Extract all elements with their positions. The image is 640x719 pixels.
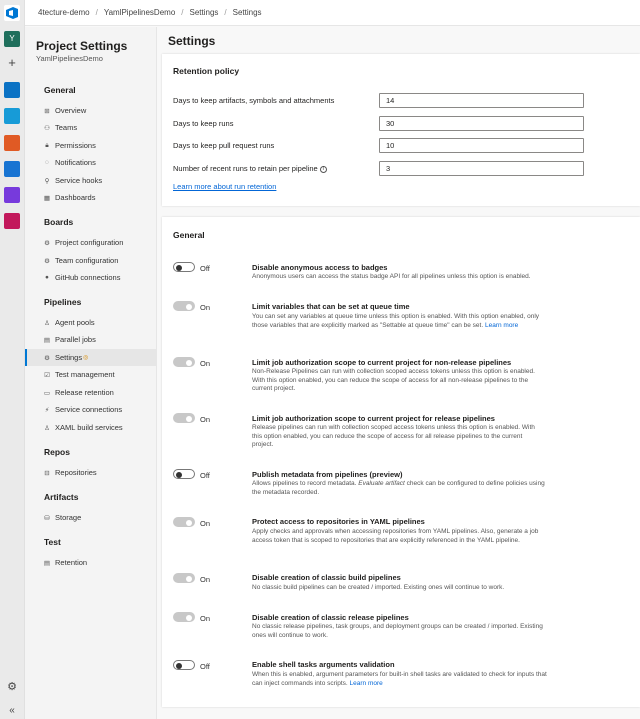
sidebar-item-label: Agent pools bbox=[55, 318, 95, 327]
toggle-state: Off bbox=[200, 662, 210, 671]
option-title: Disable creation of classic build pipelines bbox=[252, 573, 401, 582]
toggle-knob bbox=[176, 265, 182, 271]
disable-classic-release-toggle[interactable] bbox=[173, 612, 195, 622]
breadcrumb-separator: / bbox=[181, 8, 184, 17]
project-avatar[interactable]: Y bbox=[4, 31, 20, 47]
toggle-state: Off bbox=[200, 471, 210, 480]
option-title: Publish metadata from pipelines (preview) bbox=[252, 470, 403, 479]
overview-icon[interactable] bbox=[4, 82, 20, 98]
option-desc-text: Allows pipelines to record metadata. bbox=[252, 480, 357, 487]
sidebar-item-repositories[interactable] bbox=[25, 464, 156, 481]
sidebar-item-overview[interactable] bbox=[25, 102, 156, 119]
learn-more-retention-link[interactable]: Learn more about run retention bbox=[173, 182, 277, 191]
option-desc-text: check can be configured to define policies using the metadata recorded. bbox=[252, 480, 545, 496]
retention-label: Days to keep artifacts, symbols and attachments bbox=[173, 96, 335, 105]
sidebar-item-retention[interactable] bbox=[25, 554, 156, 571]
sidebar-item-label: Team configuration bbox=[55, 256, 119, 265]
shell-args-validation-toggle[interactable] bbox=[173, 660, 195, 670]
chat-icon: ◌ bbox=[45, 159, 49, 166]
sidebar-item-label: Permissions bbox=[55, 141, 96, 150]
job-scope-nonrelease-toggle[interactable] bbox=[173, 357, 195, 367]
disable-classic-build-toggle[interactable] bbox=[173, 573, 195, 583]
recent-runs-input[interactable] bbox=[379, 161, 584, 176]
toggle-knob bbox=[186, 615, 192, 621]
sidebar-item-settings[interactable] bbox=[25, 349, 156, 366]
sidebar-item-dashboards[interactable] bbox=[25, 189, 156, 206]
section-artifacts: Artifacts bbox=[44, 492, 79, 502]
sidebar-item-label: Service connections bbox=[55, 405, 123, 414]
sidebar-subtitle: YamlPipelinesDemo bbox=[36, 54, 103, 63]
sidebar-item-label: Settings bbox=[55, 353, 83, 362]
artifacts-icon[interactable] bbox=[4, 213, 20, 229]
retention-icon: ▤ bbox=[43, 559, 51, 567]
toggle-state: On bbox=[200, 614, 211, 623]
info-icon[interactable]: i bbox=[320, 166, 327, 173]
preview-badge-icon: ◎ bbox=[83, 355, 89, 361]
option-title: Protect access to repositories in YAML pipelines bbox=[252, 517, 425, 526]
sidebar-item-label: Repositories bbox=[55, 468, 97, 477]
toggle-state: On bbox=[200, 519, 211, 528]
build-icon: ♙ bbox=[44, 424, 50, 432]
config-icon: ⚙ bbox=[44, 239, 50, 247]
breadcrumb bbox=[25, 0, 640, 26]
sidebar-item-storage[interactable] bbox=[25, 509, 156, 526]
general-heading: General bbox=[173, 230, 205, 240]
section-test: Test bbox=[44, 537, 61, 547]
overview-icon: ⊞ bbox=[44, 107, 50, 115]
artifacts-days-input[interactable] bbox=[379, 93, 584, 108]
option-desc: Apply checks and approvals when accessing repositories from YAML pipelines. Also, generate a job access token that is scoped to repositories that are explicitly referenced in the YAML pipeline. bbox=[252, 528, 539, 544]
option-desc-emphasis: Evaluate artifact bbox=[358, 480, 405, 487]
settings-sidebar bbox=[25, 27, 157, 719]
option-title: Limit variables that can be set at queue time bbox=[252, 302, 410, 311]
sidebar-item-test-management[interactable] bbox=[25, 366, 156, 383]
protect-repos-toggle[interactable] bbox=[173, 517, 195, 527]
toggle-state: On bbox=[200, 359, 211, 368]
boards-icon[interactable] bbox=[4, 108, 20, 124]
retention-icon: ▭ bbox=[43, 389, 51, 397]
team-config-icon: ⚙ bbox=[44, 257, 50, 265]
toggle-state: Off bbox=[200, 264, 210, 273]
project-settings-icon[interactable]: ⚙ bbox=[7, 681, 17, 693]
sidebar-item-notifications[interactable] bbox=[25, 154, 156, 171]
pr-runs-days-input[interactable] bbox=[379, 138, 584, 153]
sidebar-item-agent-pools[interactable] bbox=[25, 314, 156, 331]
retention-label-text: Number of recent runs to retain per pipeline bbox=[173, 164, 318, 173]
sidebar-item-label: Project configuration bbox=[55, 238, 124, 247]
sidebar-item-label: Overview bbox=[55, 106, 87, 115]
test-plans-icon[interactable] bbox=[4, 187, 20, 203]
option-desc: No classic build pipelines can be created / imported. Existing ones will continue to work. bbox=[252, 584, 505, 591]
option-title: Disable creation of classic release pipelines bbox=[252, 613, 409, 622]
option-title: Disable anonymous access to badges bbox=[252, 263, 388, 272]
option-desc bbox=[252, 671, 547, 688]
breadcrumb-settings[interactable]: Settings bbox=[189, 8, 219, 17]
sidebar-item-label: Notifications bbox=[55, 158, 96, 167]
toggle-knob bbox=[186, 360, 192, 366]
toggle-state: On bbox=[200, 303, 211, 312]
sidebar-item-label: Parallel jobs bbox=[55, 335, 96, 344]
toggle-state: On bbox=[200, 575, 211, 584]
option-title: Limit job authorization scope to current project for release pipelines bbox=[252, 414, 495, 423]
sidebar-item-permissions[interactable] bbox=[25, 137, 156, 154]
anonymous-badges-toggle[interactable] bbox=[173, 262, 195, 272]
plug-icon: ⚡︎ bbox=[44, 406, 50, 414]
sidebar-title: Project Settings bbox=[36, 39, 128, 53]
dashboard-icon: ▦ bbox=[43, 194, 51, 202]
section-boards: Boards bbox=[44, 217, 74, 227]
repos-icon[interactable] bbox=[4, 135, 20, 151]
section-repos: Repos bbox=[44, 447, 70, 457]
teams-icon: ⚇ bbox=[44, 124, 50, 132]
toggle-knob bbox=[176, 663, 182, 669]
agent-icon: ♙ bbox=[44, 319, 50, 327]
sidebar-item-label: GitHub connections bbox=[55, 273, 121, 282]
sidebar-item-label: Dashboards bbox=[55, 193, 96, 202]
option-title: Enable shell tasks arguments validation bbox=[252, 660, 395, 669]
breadcrumb-project[interactable]: YamlPipelinesDemo bbox=[103, 8, 176, 17]
sidebar-item-teams[interactable] bbox=[25, 119, 156, 136]
retention-label bbox=[173, 164, 327, 173]
option-desc: Non-Release Pipelines can run with collection scoped access tokens unless this option is enabled. With this option enabled, you can reduce the scope of access for all non-release pipelines to the current project. bbox=[252, 368, 535, 392]
retention-label: Days to keep runs bbox=[173, 119, 234, 128]
sidebar-item-label: Teams bbox=[55, 123, 78, 132]
toggle-state: On bbox=[200, 415, 211, 424]
section-general: General bbox=[44, 85, 76, 95]
sidebar-item-xaml-build-services[interactable] bbox=[25, 419, 156, 436]
sidebar-item-parallel-jobs[interactable] bbox=[25, 331, 156, 348]
option-desc: Anonymous users can access the status badge API for all pipelines unless this option is enabled. bbox=[252, 273, 531, 280]
sidebar-item-team-configuration[interactable] bbox=[25, 252, 156, 269]
link-icon: ⚲ bbox=[44, 177, 50, 185]
option-desc-text: When this is enabled, argument parameters for built-in shell tasks are validated to check for inputs that can inject commands into scripts. bbox=[252, 671, 547, 687]
section-pipelines: Pipelines bbox=[44, 297, 82, 307]
breadcrumb-org[interactable]: 4tecture-demo bbox=[38, 8, 90, 17]
retention-label: Days to keep pull request runs bbox=[173, 141, 275, 150]
sidebar-item-label: Test management bbox=[55, 370, 115, 379]
limit-variables-toggle[interactable] bbox=[173, 301, 195, 311]
option-desc bbox=[252, 313, 542, 330]
option-desc: No classic release pipelines, task groups, and deployment groups can be created / imported. Existing ones will continue to work. bbox=[252, 623, 543, 639]
sidebar-item-github-connections[interactable] bbox=[25, 269, 156, 286]
learn-more-link[interactable]: Learn more bbox=[484, 321, 519, 329]
sidebar-item-label: Service hooks bbox=[55, 176, 103, 185]
storage-icon: ⛁ bbox=[44, 514, 50, 522]
page-title: Settings bbox=[168, 34, 216, 48]
pipelines-icon[interactable] bbox=[4, 161, 20, 177]
sidebar-item-project-configuration[interactable] bbox=[25, 234, 156, 251]
publish-metadata-toggle[interactable] bbox=[173, 469, 195, 479]
option-title: Limit job authorization scope to current project for non-release pipelines bbox=[252, 358, 512, 367]
parallel-icon: ▤ bbox=[43, 336, 51, 344]
github-icon: ● bbox=[45, 274, 49, 281]
gear-icon: ⚙ bbox=[44, 354, 50, 362]
app-rail bbox=[0, 0, 25, 719]
learn-more-link[interactable]: Learn more bbox=[349, 679, 383, 687]
sidebar-item-label: XAML build services bbox=[55, 423, 123, 432]
toggle-knob bbox=[186, 576, 192, 582]
sidebar-item-release-retention[interactable] bbox=[25, 384, 156, 401]
toggle-knob bbox=[176, 472, 182, 478]
breadcrumb-separator: / bbox=[224, 8, 227, 17]
sidebar-item-label: Retention bbox=[55, 558, 88, 567]
lock-icon: 🔒︎ bbox=[45, 141, 49, 149]
retention-heading: Retention policy bbox=[173, 66, 240, 76]
test-icon: ☑ bbox=[44, 371, 50, 379]
breadcrumb-current[interactable]: Settings bbox=[232, 8, 262, 17]
breadcrumb-separator: / bbox=[95, 8, 98, 17]
option-desc-text: You can set any variables at queue time unless this option is enabled. With this option enabled, only those variables that are explicitly marked as "Settable at queue time" can be set. bbox=[252, 313, 540, 329]
sidebar-item-service-hooks[interactable] bbox=[25, 172, 156, 189]
collapse-icon[interactable]: « bbox=[9, 705, 15, 716]
option-desc: Release pipelines can run with collection scoped access tokens unless this option is enabled. With this option enabled, you can reduce the scope of access for all release pipelines to the current project. bbox=[252, 424, 535, 448]
azure-devops-logo-icon[interactable] bbox=[4, 5, 20, 21]
sidebar-item-service-connections[interactable] bbox=[25, 401, 156, 418]
repo-icon: ⊟ bbox=[44, 469, 50, 477]
toggle-knob bbox=[186, 520, 192, 526]
sidebar-item-label: Storage bbox=[55, 513, 82, 522]
sidebar-item-label: Release retention bbox=[55, 388, 114, 397]
runs-days-input[interactable] bbox=[379, 116, 584, 131]
job-scope-release-toggle[interactable] bbox=[173, 413, 195, 423]
toggle-knob bbox=[186, 304, 192, 310]
option-desc bbox=[252, 480, 552, 497]
add-icon[interactable]: + bbox=[8, 55, 16, 70]
toggle-knob bbox=[186, 416, 192, 422]
